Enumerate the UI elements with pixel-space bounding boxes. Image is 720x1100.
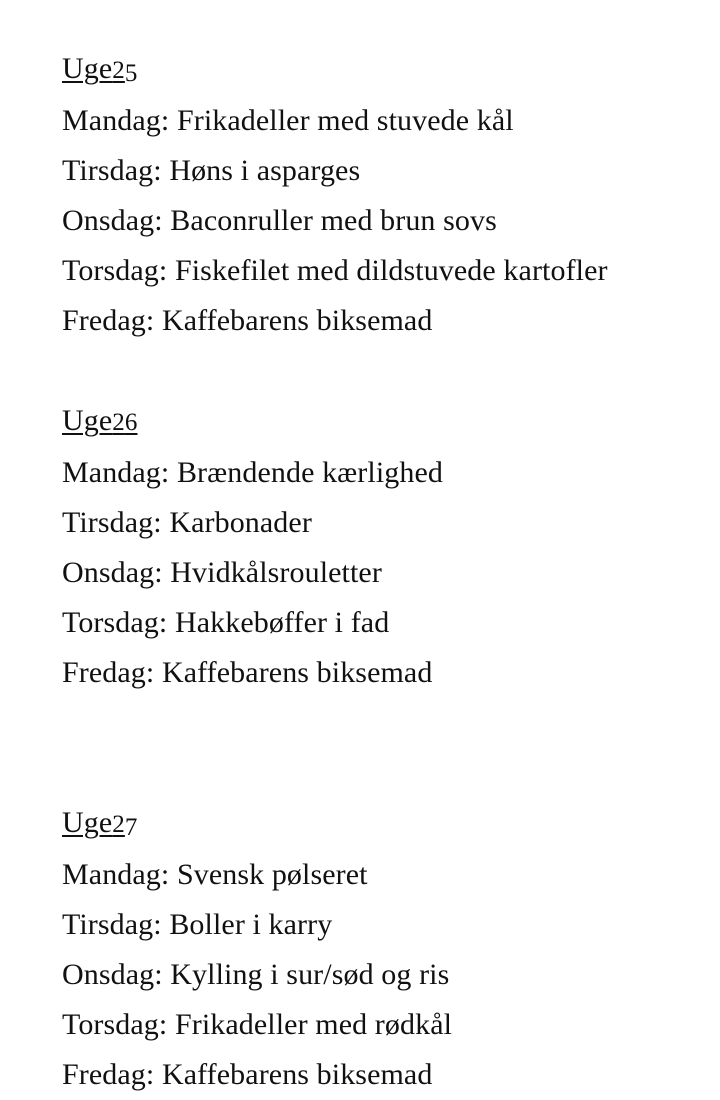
menu-line-torsdag: Torsdag: Fiskefilet med dildstuvede kartofler (62, 254, 608, 287)
week-heading-number-lead: 2 (112, 57, 125, 84)
week-heading-number-lead: 2 (112, 409, 125, 436)
week-block-27 (62, 798, 710, 1100)
menu-line-torsdag: Torsdag: Hakkebøffer i fad (62, 606, 390, 639)
menu-line-fredag: Fredag: Kaffebarens biksemad (62, 656, 433, 689)
week-heading-number-lead: 2 (112, 811, 125, 838)
menu-line-mandag: Mandag: Brændende kærlighed (62, 456, 443, 489)
week-heading-number-tail: 6 (124, 409, 138, 436)
week-heading-number-tail: 5 (124, 60, 138, 87)
menu-line-tirsdag: Tirsdag: Høns i asparges (62, 154, 361, 187)
week-heading-26 (62, 396, 710, 448)
week-heading-25 (62, 44, 710, 96)
week-heading-word: Uge (62, 806, 113, 839)
week-heading-word: Uge (62, 404, 113, 437)
menu-line-tirsdag: Tirsdag: Karbonader (62, 506, 312, 539)
menu-line-fredag: Fredag: Kaffebarens biksemad (62, 1058, 433, 1091)
menu-line-mandag: Mandag: Frikadeller med stuvede kål (62, 104, 514, 137)
menu-line-onsdag: Onsdag: Baconruller med brun sovs (62, 204, 497, 237)
menu-line-onsdag: Onsdag: Hvidkålsrouletter (62, 556, 382, 589)
menu-line-mandag: Mandag: Svensk pølseret (62, 858, 368, 891)
menu-line-onsdag: Onsdag: Kylling i sur/sød og ris (62, 958, 450, 991)
menu-line-tirsdag: Tirsdag: Boller i karry (62, 908, 333, 941)
menu-line-fredag: Fredag: Kaffebarens biksemad (62, 304, 433, 337)
week-block-25 (62, 44, 710, 346)
week-block-26 (62, 396, 710, 698)
week-heading-27 (62, 798, 710, 850)
week-heading-word: Uge (62, 52, 113, 85)
menu-line-torsdag: Torsdag: Frikadeller med rødkål (62, 1008, 453, 1041)
week-heading-number-tail: 7 (124, 814, 138, 841)
